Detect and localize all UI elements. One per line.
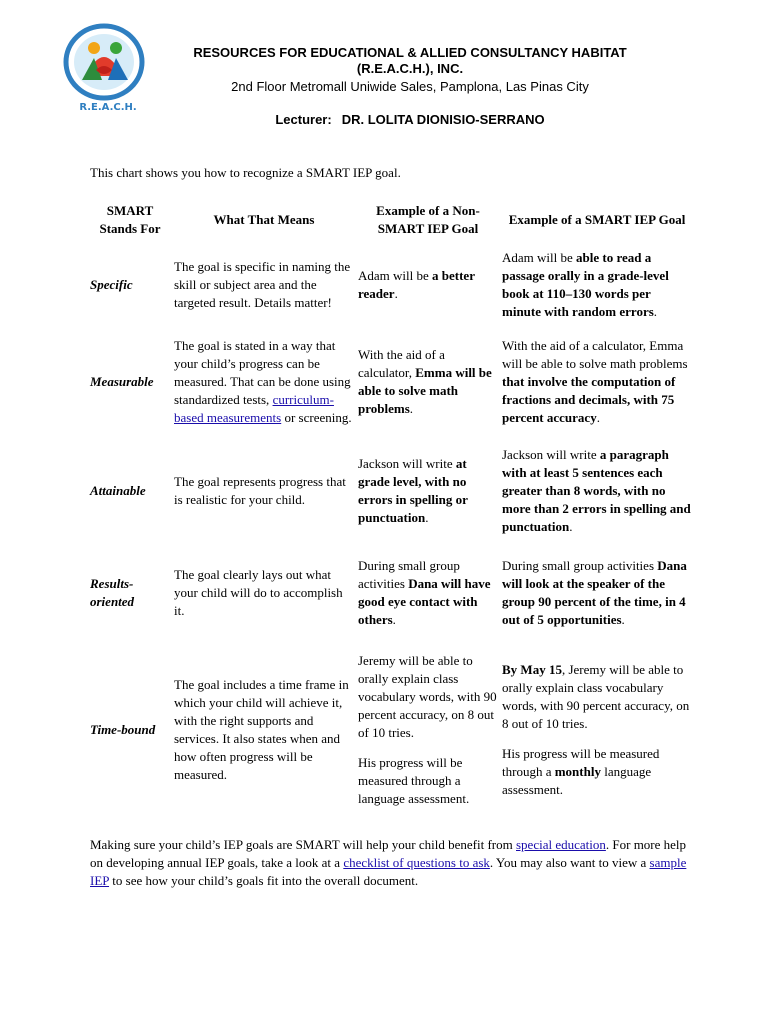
smart-cell: Adam will be able to read a passage orally in a grade-level book at 110–130 words per minute with random errors. (502, 250, 669, 319)
special-education-link[interactable]: special education (516, 837, 606, 852)
non-smart-cell: Jackson will write at grade level, with no errors in spelling or punctuation. (358, 456, 468, 525)
header-smart-stands-for: SMART Stands For (99, 203, 161, 236)
meaning-cell: The goal represents progress that is realistic for your child. (174, 474, 346, 507)
table-row (88, 546, 694, 640)
term-specific: Specific (90, 277, 133, 292)
smart-cell: Jackson will write a paragraph with at least 5 sentences each greater than 8 words, with no more than 2 errors in spelling and punctuation. (502, 447, 691, 534)
smart-cell: By May 15, Jeremy will be able to orally explain class vocabulary words, with 90 percent accuracy, on 8 out of 10 tries. His progress will be measured through a monthly language assessment. (502, 662, 690, 797)
meaning-cell: The goal clearly lays out what your child will do to accomplish it. (174, 567, 343, 618)
non-smart-cell: With the aid of a calculator, Emma will be able to solve math problems. (358, 347, 492, 416)
header-non-smart-example: Example of a Non-SMART IEP Goal (376, 203, 480, 236)
smart-cell: During small group activities Dana will look at the speaker of the group 90 percent of the time, in 4 out of 5 opportunities. (502, 558, 687, 627)
term-attainable: Attainable (90, 483, 146, 498)
smart-goal-table (88, 198, 694, 820)
header-smart-example: Example of a SMART IEP Goal (508, 212, 686, 227)
meaning-cell: The goal includes a time frame in which your child will achieve it, with the right supports and services. It also states when and how often progress will be measured. (174, 677, 349, 782)
org-name-line2: (R.E.A.C.H.), INC. (356, 61, 464, 76)
table-row (88, 640, 694, 820)
org-address: 2nd Floor Metromall Uniwide Sales, Pamplona, Las Pinas City (231, 79, 589, 94)
checklist-of-questions-link[interactable]: checklist of questions to ask (343, 855, 490, 870)
table-row (88, 436, 694, 546)
lecturer-line (0, 112, 768, 127)
header-what-that-means: What That Means (213, 212, 315, 227)
reach-logo (56, 18, 156, 118)
term-results-oriented: Results-oriented (90, 576, 135, 609)
term-time-bound: Time-bound (90, 722, 156, 737)
table-row (88, 242, 694, 328)
meaning-cell: The goal is stated in a way that your child’s progress can be measured. That can be done using standardized tests, curriculum-based measurements or screening. (174, 338, 352, 425)
lecturer-label: Lecturer: (275, 112, 332, 127)
non-smart-cell: Jeremy will be able to orally explain class vocabulary words, with 90 percent accuracy, on 8 out of 10 tries. His progress will be measured through a language assessment. (358, 653, 497, 806)
sample-iep-link[interactable]: sample IEP (90, 855, 687, 888)
smart-cell: With the aid of a calculator, Emma will be able to solve math problems that involve the computation of fractions and decimals, with 75 percent accuracy. (502, 338, 688, 425)
lecturer-name: DR. LOLITA DIONISIO-SERRANO (341, 112, 545, 127)
term-measurable: Measurable (90, 374, 154, 389)
non-smart-cell: During small group activities Dana will have good eye contact with others. (358, 558, 491, 627)
curriculum-based-measurements-link[interactable]: curriculum-based measurements (174, 392, 334, 425)
closing-paragraph: Making sure your child’s IEP goals are SMART will help your child benefit from special education. For more help on developing annual IEP goals, take a look at a checklist of questions to ask. You may also want to view a sample IEP to see how your child’s goals fit into the overall document. (90, 837, 687, 888)
svg-text:R.E.A.C.H.: R.E.A.C.H. (79, 102, 137, 113)
meaning-cell: The goal is specific in naming the skill or subject area and the targeted result. Details matter! (174, 259, 351, 310)
org-name-line1: RESOURCES FOR EDUCATIONAL & ALLIED CONSULTANCY HABITAT (193, 45, 627, 60)
table-row (88, 328, 694, 436)
intro-text: This chart shows you how to recognize a SMART IEP goal. (90, 165, 401, 180)
non-smart-cell: Adam will be a better reader. (358, 268, 475, 301)
